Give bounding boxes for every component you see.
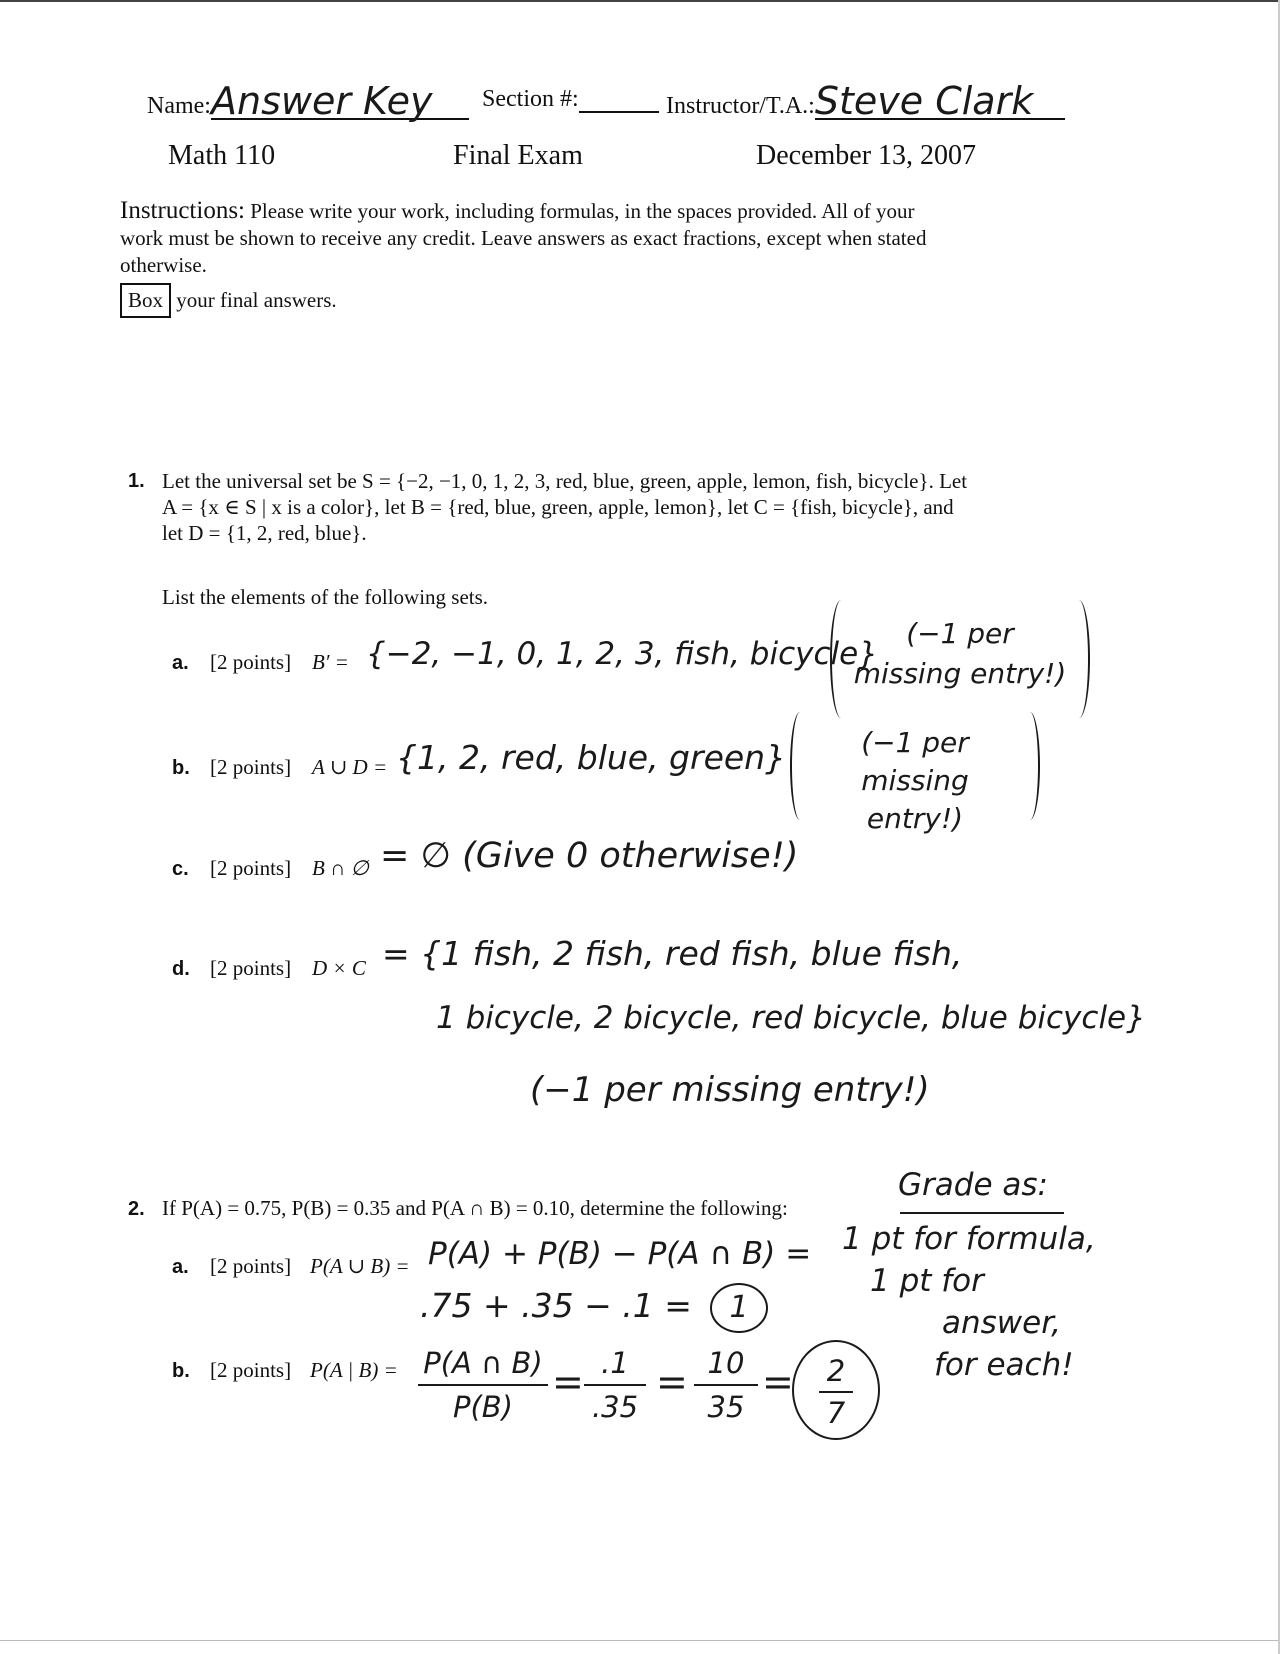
exam-date: December 13, 2007 — [756, 140, 977, 171]
name-value: Answer Key — [211, 84, 469, 120]
q1c-expr: B ∩ ∅ — [312, 856, 369, 880]
q1-list-prompt: List the elements of the following sets. — [162, 585, 489, 609]
q2b-frac3-num: 10 — [694, 1346, 758, 1386]
q2b-frac2-num: .1 — [584, 1346, 646, 1386]
exam-title: Final Exam — [453, 140, 583, 171]
section-blank — [579, 87, 659, 113]
q2-grade-line3: answer, — [942, 1305, 1061, 1341]
q1c-points: [2 points] — [210, 856, 292, 880]
instructor-label: Instructor/T.A.: — [666, 93, 815, 119]
name-field — [147, 79, 469, 123]
instructions-line2: work must be shown to receive any credit. Leave answers as exact fractions, except when stated — [120, 226, 927, 250]
q1b-expr: A ∪ D = — [312, 755, 388, 779]
q1d-points: [2 points] — [210, 956, 292, 980]
q1a-points: [2 points] — [210, 650, 292, 674]
q1-line2: A = {x ∈ S | x is a color}, let B = {red, blue, green, apple, lemon}, let C = {fish, bicycle}, and — [162, 495, 954, 519]
q2-number: 2. — [128, 1198, 145, 1220]
q1b-note-text: (−1 per missing entry!) — [861, 726, 969, 835]
q1b-note — [790, 712, 1040, 835]
q2b-answer — [792, 1340, 880, 1440]
q2-grade-line1: 1 pt for formula, — [842, 1221, 1096, 1257]
name-label: Name: — [147, 93, 211, 119]
q2a-points: [2 points] — [210, 1254, 292, 1278]
q1a-answer: {−2, −1, 0, 1, 2, 3, fish, bicycle} — [366, 636, 878, 672]
instructions-heading: Instructions: — [120, 197, 245, 224]
q1d-answer-line1: = {1 fish, 2 fish, red fish, blue fish, — [382, 934, 963, 973]
q1a-expr: B′ = — [312, 650, 349, 674]
q2a-expr: P(A ∪ B) = — [310, 1254, 410, 1278]
q2b-expr: P(A | B) = — [310, 1358, 398, 1382]
q2a-work2: .75 + .35 − .1 = — [420, 1286, 692, 1325]
q2b-answer-num: 2 — [819, 1354, 853, 1393]
q1d-note: (−1 per missing entry!) — [530, 1070, 930, 1110]
q2b-label: b. — [172, 1360, 190, 1382]
box-rest: your final answers. — [171, 288, 337, 312]
instructor-field — [666, 79, 1065, 123]
instructions-line1: Please write your work, including formulas, in the spaces provided. All of your — [245, 199, 915, 223]
q2a-answer: 1 — [710, 1283, 768, 1333]
q2-grade-line4: for each! — [934, 1347, 1074, 1383]
q2b-frac3 — [694, 1346, 758, 1424]
q1b-label: b. — [172, 757, 190, 779]
q1-line3: let D = {1, 2, red, blue}. — [162, 521, 367, 545]
q2a-label: a. — [172, 1256, 189, 1278]
q2b-eq1: = — [552, 1360, 584, 1404]
q2b-points: [2 points] — [210, 1358, 292, 1382]
q2b-frac2-den: .35 — [591, 1390, 639, 1424]
q1a-note-paren-left — [830, 600, 852, 718]
q1a-note-text: (−1 per missing entry!) — [853, 617, 1067, 690]
q1d-expr: D × C — [312, 956, 366, 980]
instructions-line3: otherwise. — [120, 253, 207, 277]
q2b-frac1 — [418, 1346, 548, 1424]
q1b-note-paren-left — [790, 712, 810, 820]
q1-prompt — [162, 468, 967, 546]
q1-number: 1. — [128, 470, 145, 492]
q2-grade-title: Grade as: — [898, 1167, 1048, 1203]
q2a-work1: P(A) + P(B) − P(A ∩ B) = — [428, 1236, 812, 1272]
q1a-label: a. — [172, 652, 189, 674]
q1c-answer: = ∅ (Give 0 otherwise!) — [380, 836, 799, 876]
section-label: Section #: — [482, 86, 579, 112]
course-name: Math 110 — [168, 140, 276, 171]
q1b-note-paren-right — [1020, 712, 1040, 820]
q1b-points: [2 points] — [210, 755, 292, 779]
box-word: Box — [120, 283, 171, 318]
q1d-answer-line2: 1 bicycle, 2 bicycle, red bicycle, blue bicycle} — [436, 1000, 1146, 1036]
scan-edge-bottom — [0, 1640, 1280, 1641]
q2b-frac3-den: 35 — [707, 1390, 745, 1424]
q2b-frac2 — [584, 1346, 646, 1424]
q2-grade-line2: 1 pt for — [870, 1263, 984, 1299]
q2-grade-note — [898, 1164, 1048, 1206]
q2b-frac1-den: P(B) — [452, 1390, 513, 1424]
scan-edge-top — [0, 0, 1280, 2]
instructor-value: Steve Clark — [815, 84, 1065, 120]
q2b-eq3: = — [762, 1360, 794, 1404]
q2b-answer-den: 7 — [826, 1396, 846, 1430]
q1c-label: c. — [172, 858, 189, 880]
q1d-label: d. — [172, 958, 190, 980]
q2b-frac1-num: P(A ∩ B) — [418, 1346, 548, 1386]
instructions-block — [120, 197, 926, 318]
q1a-note — [830, 600, 1090, 720]
q1b-answer: {1, 2, red, blue, green} — [396, 738, 787, 777]
q2b-eq2: = — [656, 1360, 688, 1404]
section-field — [482, 86, 659, 113]
q2-prompt: If P(A) = 0.75, P(B) = 0.35 and P(A ∩ B) = 0.10, determine the following: — [162, 1196, 788, 1220]
q2-grade-lines — [842, 1218, 1096, 1386]
q1-line1: Let the universal set be S = {−2, −1, 0, 1, 2, 3, red, blue, green, apple, lemon, fish, bicycle}. Let — [162, 469, 968, 493]
q2-grade-underline — [900, 1212, 1064, 1214]
q1a-note-paren-right — [1068, 600, 1090, 718]
